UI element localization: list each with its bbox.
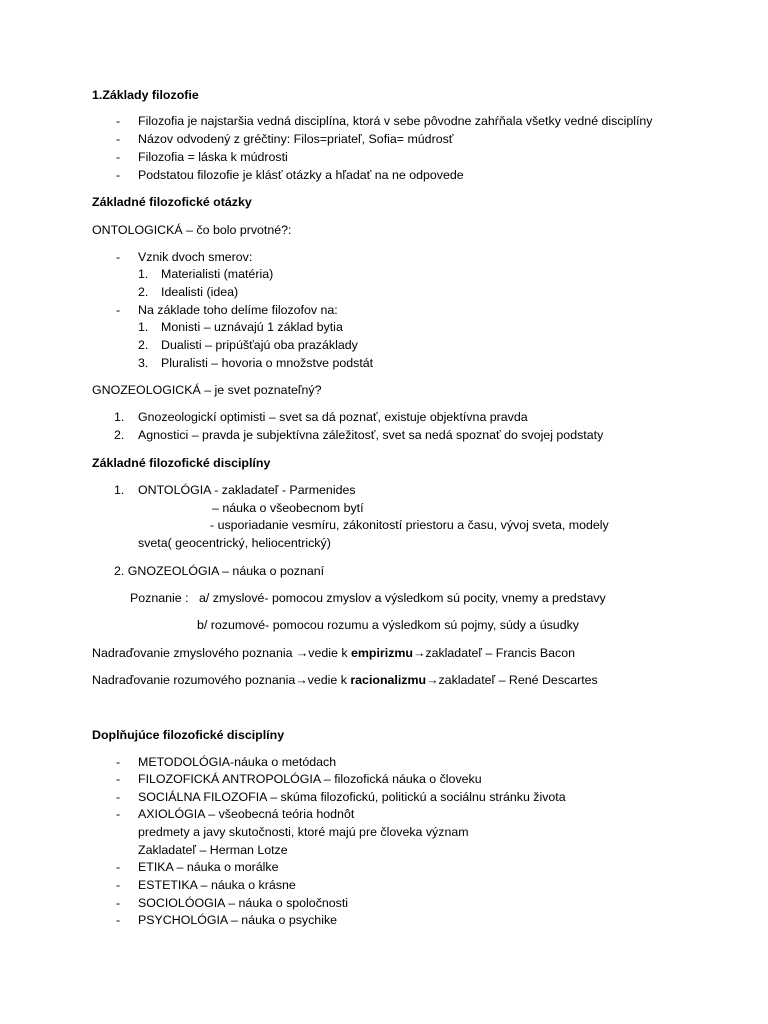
poznanie-b: b/ rozumové- pomocou rozumu a výsledkom sú pojmy, súdy a úsudky	[197, 618, 579, 632]
list-item-continuation: - usporiadanie vesmíru, zákonitostí priestoru a času, vývoj sveta, modely	[210, 518, 609, 532]
ontology-intro: ONTOLOGICKÁ – čo bolo prvotné?:	[92, 223, 292, 237]
bullet-dash: -	[116, 132, 121, 146]
bullet-dash: -	[116, 250, 121, 264]
list-item: Filozofia je najstaršia vedná disciplína, ktorá v sebe pôvodne zahŕňala všetky vedné disciplíny	[138, 114, 653, 128]
list-item: Podstatou filozofie je klásť otázky a hľadať na ne odpovede	[138, 168, 464, 182]
poznanie-a: a/ zmyslové- pomocou zmyslov a výsledkom sú pocity, vnemy a predstavy	[199, 591, 606, 605]
bullet-dash: -	[116, 807, 121, 821]
list-item: Pluralisti – hovoria o množstve podstát	[161, 356, 374, 370]
list-item-number: 1.	[138, 267, 149, 281]
list-item: AXIOLÓGIA – všeobecná teória hodnôt	[138, 807, 355, 821]
section-heading-discipliny: Základné filozofické disciplíny	[92, 456, 271, 470]
list-item: FILOZOFICKÁ ANTROPOLÓGIA – filozofická náuka o človeku	[138, 772, 482, 786]
list-item: ETIKA – náuka o morálke	[138, 860, 279, 874]
list-item-number: 3.	[138, 356, 149, 370]
bullet-dash: -	[116, 860, 121, 874]
text-run: →zakladateľ – Francis Bacon	[412, 646, 576, 660]
gnoseology-intro: GNOZEOLOGICKÁ – je svet poznateľný?	[92, 383, 322, 397]
list-item: ONTOLÓGIA - zakladateľ - Parmenides	[138, 483, 356, 497]
list-item: SOCIÁLNA FILOZOFIA – skúma filozofickú, politickú a sociálnu stránku života	[138, 790, 566, 804]
list-item: 2. GNOZEOLÓGIA – náuka o poznaní	[114, 564, 325, 578]
bold-term: empirizmu	[351, 646, 413, 660]
list-item-number: 2.	[138, 338, 149, 352]
text-run: Nadraďovanie zmyslového poznania →vedie k	[92, 646, 352, 660]
list-item: Gnozeologickí optimisti – svet sa dá poznať, existuje objektívna pravda	[138, 410, 528, 424]
bold-term: racionalizmu	[350, 673, 427, 687]
list-item: Agnostici – pravda je subjektívna záležitosť, svet sa nedá spoznať do svojej podstaty	[138, 428, 604, 442]
list-item-continuation: predmety a javy skutočnosti, ktoré majú pre človeka význam	[138, 825, 469, 839]
poznanie-label: Poznanie :	[130, 591, 189, 605]
section-heading-doplnujuce: Doplňujúce filozofické disciplíny	[92, 728, 285, 742]
list-item-number: 1.	[114, 410, 125, 424]
bullet-dash: -	[116, 772, 121, 786]
nadradovanie-empirizmus	[92, 645, 575, 661]
list-item: Dualisti – pripúšťajú oba prazáklady	[161, 338, 358, 352]
bullet-dash: -	[116, 913, 121, 927]
bullet-dash: -	[116, 150, 121, 164]
bullet-dash: -	[116, 878, 121, 892]
section-heading-otazky: Základné filozofické otázky	[92, 195, 252, 209]
bullet-dash: -	[116, 755, 121, 769]
bullet-dash: -	[116, 303, 121, 317]
list-item-number: 1.	[114, 483, 125, 497]
list-item-number: 1.	[138, 320, 149, 334]
list-item: Názov odvodený z gréčtiny: Filos=priateľ, Sofia= múdrosť	[138, 132, 454, 146]
list-item-continuation: Zakladateľ – Herman Lotze	[138, 843, 288, 857]
list-item-number: 2.	[138, 285, 149, 299]
list-item: Na základe toho delíme filozofov na:	[138, 303, 338, 317]
list-item: SOCIOLÓOGIA – náuka o spoločnosti	[138, 896, 349, 910]
section-heading-zaklady: 1.Základy filozofie	[92, 88, 199, 102]
list-item: Vznik dvoch smerov:	[138, 250, 253, 264]
nadradovanie-racionalizmus	[92, 672, 598, 688]
bullet-dash: -	[116, 790, 121, 804]
list-item: ESTETIKA – náuka o krásne	[138, 878, 296, 892]
bullet-dash: -	[116, 168, 121, 182]
list-item: Idealisti (idea)	[161, 285, 239, 299]
bullet-dash: -	[116, 114, 121, 128]
bullet-dash: -	[116, 896, 121, 910]
list-item: PSYCHOLÓGIA – náuka o psychike	[138, 913, 338, 927]
list-item: METODOLÓGIA-náuka o metódach	[138, 755, 337, 769]
list-item-continuation: sveta( geocentrický, heliocentrický)	[138, 536, 331, 550]
list-item-continuation: – náuka o všeobecnom bytí	[212, 501, 364, 515]
list-item: Filozofia = láska k múdrosti	[138, 150, 288, 164]
list-item-number: 2.	[114, 428, 125, 442]
list-item: Monisti – uznávajú 1 základ bytia	[161, 320, 343, 334]
text-run: →zakladateľ – René Descartes	[426, 673, 598, 687]
list-item: Materialisti (matéria)	[161, 267, 274, 281]
text-run: Nadraďovanie rozumového poznania→vedie k	[92, 673, 351, 687]
